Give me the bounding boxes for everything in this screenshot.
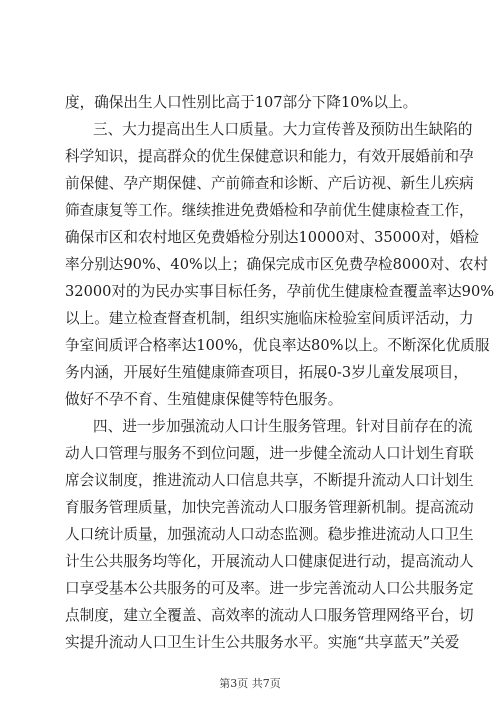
paragraph-line: 育服务管理质量，加快完善流动人口服务管理新机制。提高流动	[65, 499, 474, 516]
paragraph-line: 32000对的为民办实事目标任务，孕前优生健康检查覆盖率达90%	[65, 283, 495, 300]
section-heading-line: 四、进一步加强流动人口计生服务管理。针对目前存在的流	[93, 418, 473, 435]
paragraph-line: 前保健、孕产期保健、产前筛查和诊断、产后访视、新生儿疾病	[65, 175, 474, 192]
paragraph-line: 点制度，建立全覆盖、高效率的流动人口服务管理网络平台，切	[65, 607, 474, 624]
paragraph-line: 以上。建立检查督查机制，组织实施临床检验室间质评活动，力	[65, 310, 474, 327]
paragraph-line: 计生公共服务均等化，开展流动人口健康促进行动，提高流动人	[65, 553, 474, 570]
section-heading-line: 三、大力提高出生人口质量。大力宣传普及预防出生缺陷的	[93, 121, 473, 138]
paragraph-line: 人口统计质量，加强流动人口动态监测。稳步推进流动人口卫生	[65, 526, 474, 543]
paragraph-line: 动人口管理与服务不到位问题，进一步健全流动人口计划生育联	[65, 445, 474, 462]
paragraph-line: 做好不孕不育、生殖健康保健等特色服务。	[65, 391, 343, 408]
paragraph-line: 务内涵，开展好生殖健康筛查项目，拓展0-3岁儿童发展项目，	[65, 364, 468, 381]
paragraph-line: 筛查康复等工作。继续推进免费婚检和孕前优生健康检查工作，	[65, 202, 474, 219]
paragraph-line: 席会议制度，推进流动人口信息共享，不断提升流动人口计划生	[65, 472, 474, 489]
paragraph-line: 口享受基本公共服务的可及率。进一步完善流动人口公共服务定	[65, 580, 474, 597]
paragraph-line: 率分别达90%、40%以上；确保完成市区免费孕检8000对、农村	[65, 256, 489, 273]
paragraph-line: 度，确保出生人口性别比高于107部分下降10%以上。	[65, 94, 418, 111]
paragraph-line: 争室间质评合格率达100%，优良率达80%以上。不断深化优质服	[65, 337, 490, 354]
paragraph-line: 确保市区和农村地区免费婚检分别达10000对、35000对，婚检	[65, 229, 479, 246]
page-number-footer: 第3页 共7页	[219, 677, 281, 690]
paragraph-line: 实提升流动人口卫生计生公共服务水平。实施“共享蓝天”关爱	[65, 634, 460, 651]
paragraph-line: 科学知识，提高群众的优生保健意识和能力，有效开展婚前和孕	[65, 148, 474, 165]
